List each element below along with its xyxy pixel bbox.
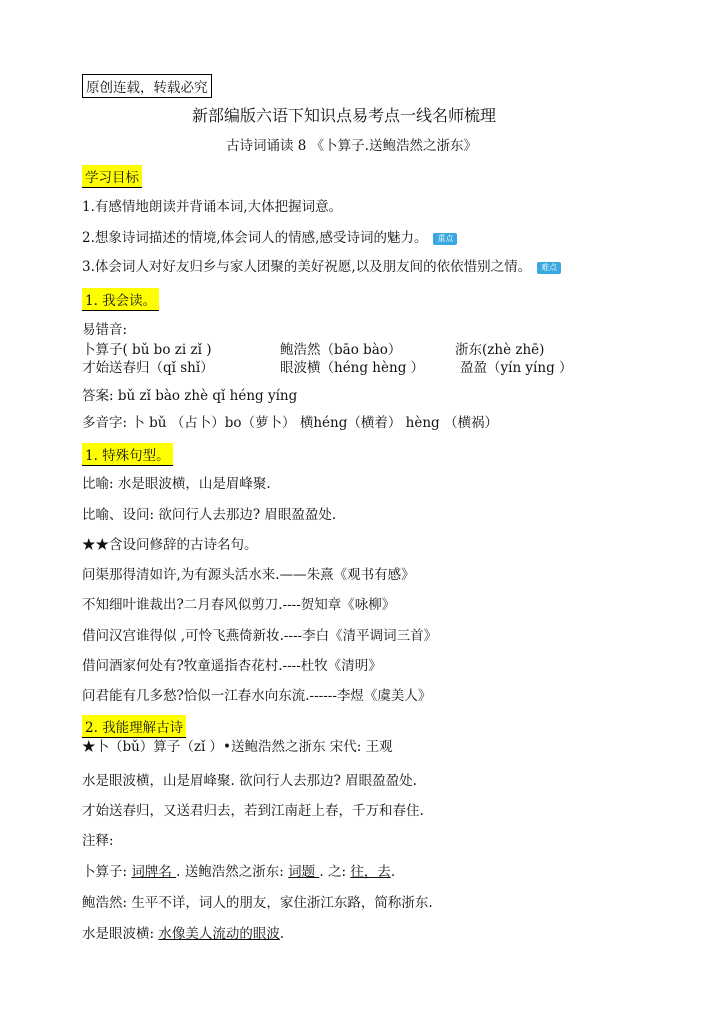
note-3 (82, 924, 284, 944)
sentence-1: 比喻: 水是眼波横，山是眉峰聚. (82, 476, 271, 492)
section-heading-understand: 2. 我能理解古诗 (82, 715, 186, 738)
goal-2 (82, 228, 457, 248)
sentence-7: 借问酒家何处有?牧童遥指杏花村.----杜牧《清明》 (82, 658, 382, 674)
sentence-3: ★★含设问修辞的古诗名句。 (82, 537, 258, 553)
note-3-answer: 水像美人流动的眼波 (158, 926, 280, 942)
sentence-8: 问君能有几多愁?恰似一江春水向东流.------李煜《虞美人》 (82, 688, 432, 704)
note-3-end: . (279, 926, 285, 942)
pronunciation-answer: 答案: bǔ zǐ bào zhè qǐ héng yíng (82, 388, 298, 404)
section-heading-goals: 学习目标 (82, 165, 142, 188)
note-3-prefix: 水是眼波横: (82, 926, 159, 942)
note-1-answer-a: 词牌名 (131, 864, 177, 880)
note-1-mid: . 送鲍浩然之浙东: (176, 864, 289, 880)
sentence-6: 借问汉宫谁得似 ,可怜飞燕倚新妆.----李白《清平调词三首》 (82, 628, 438, 644)
copyright-notice: 原创连载，转载必究 (82, 74, 212, 98)
goal-2-text: 2.想象诗词描述的情境,体会词人的情感,感受诗词的魅力。 (82, 230, 428, 246)
section-heading-read: 1. 我会读。 (82, 288, 159, 311)
key-point-badge: 重点 (433, 233, 457, 245)
note-1-answer-c: 往，去 (350, 864, 391, 880)
pron-row2-col2: 眼波横（héng hèng ） (280, 360, 425, 376)
polyphone-line: 多音字: 卜 bǔ （占卜）bo（萝卜） 横héng（横着） hèng （横祸） (82, 415, 498, 431)
page-title: 新部编版六语下知识点易考点一线名师梳理 (192, 106, 497, 125)
notes-label: 注释: (82, 833, 114, 849)
poem-line-1: 水是眼波横，山是眉峰聚. 欲问行人去那边? 眉眼盈盈处. (82, 773, 417, 789)
note-1-end: . (390, 864, 396, 880)
poem-title: ★卜（bǔ）算子（zǐ ）•送鲍浩然之浙东 宋代: 王观 (82, 739, 393, 755)
difficult-point-badge: 难点 (537, 262, 561, 274)
goal-3 (82, 257, 561, 277)
note-1-answer-b: 词题 (288, 864, 320, 880)
pron-row1-col1: 卜算子( bǔ bo zi zǐ ) (82, 342, 212, 358)
pronunciation-label: 易错音: (82, 322, 128, 338)
goal-1: 1.有感情地朗读并背诵本词,大体把握词意。 (82, 199, 343, 215)
page-subtitle: 古诗词诵读 8 《卜算子.送鲍浩然之浙东》 (226, 138, 477, 154)
section-heading-sentences: 1. 特殊句型。 (82, 443, 173, 466)
note-1 (82, 862, 395, 882)
sentence-5: 不知细叶谁裁出?二月春风似剪刀.----贺知章《咏柳》 (82, 597, 396, 613)
poem-line-2: 才始送春归，又送君归去，若到江南赶上春，千万和春住. (82, 803, 424, 819)
pron-row1-col2: 鲍浩然（bāo bào） (280, 342, 402, 358)
pron-row1-col3: 浙东(zhè zhē) (455, 342, 545, 358)
sentence-4: 问渠那得清如许,为有源头活水来.——朱熹《观书有感》 (82, 567, 415, 583)
note-2: 鲍浩然: 生平不详，词人的朋友，家住浙江东路，简称浙东. (82, 895, 433, 911)
goal-3-text: 3.体会词人对好友归乡与家人团聚的美好祝愿,以及朋友间的依依惜别之情。 (82, 259, 532, 275)
pron-row2-col3: 盈盈（yín yíng ） (460, 360, 573, 376)
sentence-2: 比喻、设问: 欲问行人去那边? 眉眼盈盈处. (82, 507, 337, 523)
pron-row2-col1: 才始送春归（qǐ shǐ） (82, 360, 214, 376)
note-1-prefix: 卜算子: (82, 864, 132, 880)
note-1-mid2: . 之: (319, 864, 351, 880)
